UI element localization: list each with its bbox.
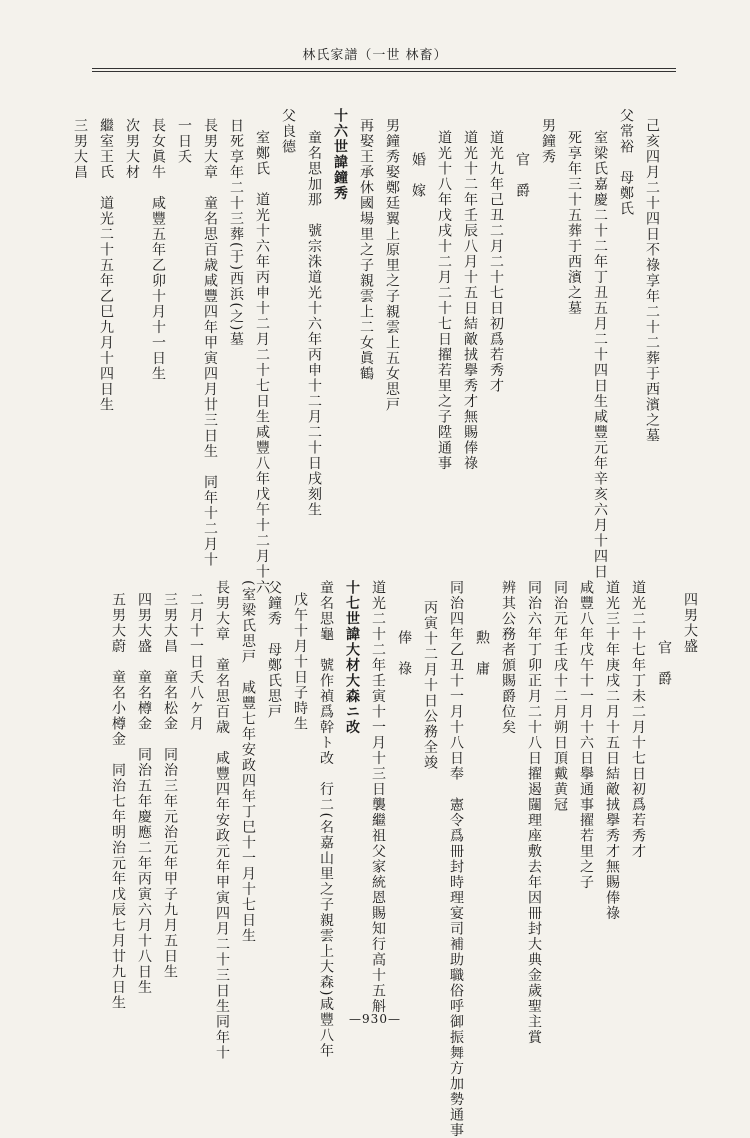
text-column: 次男大材 (124, 118, 140, 180)
text-column: 道光三十年庚戌二月十五日結敵𢫨擧秀才無賜俸祿 (604, 580, 620, 921)
text-column: 再娶王承休國場里之子親雲上二女眞鶴 (358, 118, 374, 382)
text-column: 同治元年壬戌十二月朔日頂戴黄冠 (552, 580, 568, 813)
text-column: 道光九年己丑二月二十七日初爲若秀才 (488, 130, 504, 394)
text-column: 同治四年乙丑十一月十八日奉 憲令爲冊封時理宴司補助職俗呼御振舞方加勢通事 (448, 580, 464, 1138)
text-column: 道光十八年戊戌十二月二十七日擢若里之子陞通事 (436, 130, 452, 471)
text-column: 四男大盛 童名樽金 同治五年慶應二年丙寅六月十八日生 (136, 592, 152, 995)
page-number: —930— (349, 1012, 401, 1026)
generation-heading: 十六世諱鐘秀 (332, 108, 348, 201)
text-column: 咸豐八年戊午十一月十六日擧通事擢若里之子 (578, 580, 594, 890)
text-column: 官 爵 (514, 152, 530, 199)
text-column: (室梁氏思戸 咸豐七年安政四年丁巳十一月十七日生 (240, 580, 256, 944)
text-column: 死享年三十五葬于西濱之墓 (566, 130, 582, 316)
text-column: 同治六年丁卯正月二十八日擢遏闥理座敷去年因冊封大典金歲聖主賞 (526, 580, 542, 1045)
text-column: 長男大章 童名思百歳 咸豐四年安政元年甲寅四月二十三日生同年十 (214, 580, 230, 1061)
text-column: 道光二十二年壬寅十一月十三日襲繼祖父家統恩賜知行高十五斛 (370, 580, 386, 1014)
text-column: 男鐘秀 (540, 118, 556, 165)
text-column: 三男大昌 (72, 118, 88, 180)
header-rule (92, 68, 676, 69)
text-column: 己亥四月二十四日不祿享年二十二葬于西濱之墓 (644, 118, 660, 444)
text-column: 室梁氏嘉慶二十二年丁丑五月二十四日生咸豐元年辛亥六月十四日 (592, 130, 608, 580)
text-column: 一日夭 (176, 118, 192, 165)
text-column: 四男大盛 (682, 592, 698, 654)
text-column: 道光二十七年丁未二月十七日初爲若秀才 (630, 580, 646, 859)
page-header: 林氏家譜（一世 林畜） (302, 48, 448, 63)
text-column: 官 爵 (656, 640, 672, 687)
text-column: 勲 庸 (474, 630, 490, 677)
text-column: 童名思加那 號宗洙道光十六年丙申十二月二十日戌刻生 (306, 130, 322, 518)
text-column: 二月十一日夭八ケ月 (188, 592, 204, 732)
text-column: 丙寅十二月十日公務全竣 (422, 600, 438, 771)
text-column: 長女眞牛 咸豐五年乙卯十月十一日生 (150, 118, 166, 382)
text-column: 道光十二年壬辰八月十五日結敵𢫨擧秀才無賜俸祿 (462, 130, 478, 471)
text-column: 俸 祿 (396, 630, 412, 677)
text-column: 辨其公務者頒賜爵位矣 (500, 580, 516, 735)
text-column: 父良德 (280, 108, 296, 155)
text-column: 父鐘秀 母鄭氏思戸 (266, 580, 282, 720)
text-column: 戊午十月十日子時生 (292, 592, 308, 732)
text-column: 日死享年二十三葬(于)西浜(之)墓 (228, 118, 244, 348)
text-column: 五男大蔚 童名小樽金 同治七年明治元年戊辰七月廿九日生 (110, 592, 126, 1011)
text-column: 父常裕 母鄭氏 (618, 108, 634, 217)
text-column: 室鄭氏 道光十六年丙申十二月二十七日生咸豐八年戊午十二月十六 (254, 130, 270, 595)
header-rule (92, 71, 676, 72)
text-column: 男鐘秀娶鄭廷翼上原里之子親雲上五女思戸 (384, 118, 400, 413)
text-column: 婚 嫁 (410, 152, 426, 199)
text-column: 三男大昌 童名松金 同治三年元治元年甲子九月五日生 (162, 592, 178, 980)
generation-heading: 十七世諱大材大森ニ改 (344, 580, 360, 735)
text-column: 童名思龜 號作禎爲幹ト改 行二(名嘉山里之子親雲上大森)咸豐八年 (318, 580, 334, 1059)
text-column: 長男大章 童名思百歳咸豐四年甲寅四月廿三日生 同年十二月十 (202, 118, 218, 568)
text-column: 繼室王氏 道光二十五年乙巳九月十四日生 (98, 118, 114, 413)
